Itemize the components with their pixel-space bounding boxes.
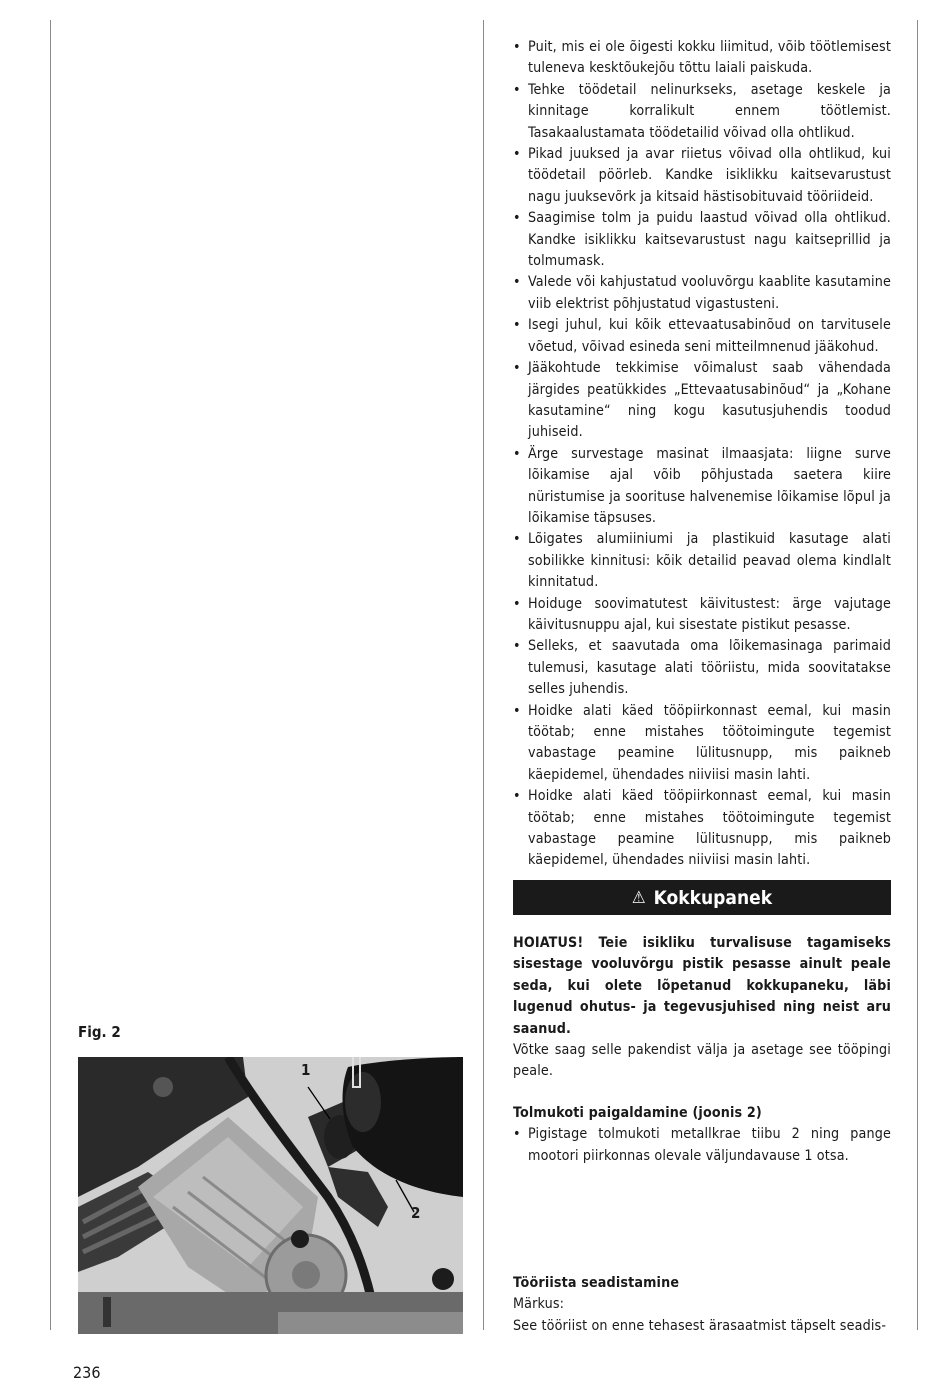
unpack-text: Võtke saag selle pakendist välja ja asetage see tööpingi peale. (513, 1042, 891, 1080)
dust-bag-section (513, 1103, 891, 1167)
figure-label: Fig. 2 (78, 1023, 121, 1041)
list-item: • Hoidke alati käed tööpiirkonnast eemal, kui masin töötab; enne mistahes töötoimingute tegemist vabastage peamine lülitusnupp, mis paikneb käepidemel, ühendades niiviisi masin lahti. (513, 701, 891, 787)
list-item: • Jääkohtude tekkimise võimalust saab vähendada järgides peatükkides „Ettevaatusabinõud“ ja „Kohane kasutamine“ ning kogu kasutusjuhendis toodud juhiseid. (513, 358, 891, 444)
list-item: • Hoidke alati käed tööpiirkonnast eemal, kui masin töötab; enne mistahes töötoimingute tegemist vabastage peamine lülitusnupp, mis paikneb käepidemel, ühendades niiviisi masin lahti. (513, 786, 891, 872)
list-item: • Selleks, et saavutada oma lõikemasinaga parimaid tulemusi, kasutage alati tööriistu, mida soovitatakse selles juhendis. (513, 636, 891, 700)
safety-bullet-list-column (513, 37, 891, 872)
list-item: • Hoiduge soovimatutest käivitustest: ärge vajutage käivitusnuppu ajal, kui sisestate pistikut pesasse. (513, 594, 891, 637)
callout-2: 2 (411, 1204, 421, 1222)
tool-setup-section (513, 1273, 891, 1337)
list-item: • Pigistage tolmukoti metallkrae tiibu 2 ning pange mootori piirkonnas olevale väljundavause 1 otsa. (513, 1124, 891, 1167)
list-item: • Pikad juuksed ja avar riietus võivad olla ohtlikud, kui töödetail pöörleb. Kandke isiklikku kaitsevarustust nagu juuksevõrk ja kitsaid hästisobituvaid tööriideid. (513, 144, 891, 208)
list-item: • Lõigates alumiiniumi ja plastikuid kasutage alati sobilikke kinnitusi: kõik detailid peavad olema kindlalt kinnitatud. (513, 529, 891, 593)
dust-bag-heading: Tolmukoti paigaldamine (joonis 2) (513, 1105, 762, 1121)
warning-block (513, 933, 891, 1083)
list-item: • Tehke töödetail nelinurkseks, asetage keskele ja kinnitage korralikult ennem töötlemist. Tasakaalustamata töödetailid võivad olla ohtlikud. (513, 80, 891, 144)
left-margin-rule (50, 20, 51, 1330)
tool-setup-text: See tööriist on enne tehasest ärasaatmist täpselt seadis- (513, 1317, 887, 1334)
right-margin-rule (917, 20, 918, 1330)
list-item: • Puit, mis ei ole õigesti kokku liimitud, võib töötlemisest tuleneva kesktõukejõu tõttu laiali paiskuda. (513, 37, 891, 80)
dust-bag-list (513, 1124, 891, 1167)
tool-setup-heading: Tööriista seadistamine (513, 1275, 680, 1291)
list-item: • Valede või kahjustatud vooluvõrgu kaablite kasutamine viib elektrist põhjustatud vigastusteni. (513, 272, 891, 315)
figure-photo (78, 1057, 463, 1334)
list-item: • Saagimise tolm ja puidu laastud võivad olla ohtlikud. Kandke isiklikku kaitsevarustust nagu kaitseprillid ja tolmumask. (513, 208, 891, 272)
warning-triangle-icon: ⚠ (631, 887, 646, 908)
list-item: • Isegi juhul, kui kõik ettevaatusabinõud on tarvitusele võetud, võivad esineda seni mitteilmnenud jääkohud. (513, 315, 891, 358)
column-divider-rule (483, 20, 484, 1330)
list-item: • Ärge survestage masinat ilmaasjata: liigne surve lõikamise ajal võib põhjustada saetera kiire nüristumise ja sooritusе halvenemise lõikamise lõpul ja lõikamise täpsuses. (513, 444, 891, 530)
saw-motor-illustration (78, 1057, 463, 1334)
callout-1: 1 (301, 1061, 311, 1079)
warning-text: HOIATUS! Teie isikliku turvalisuse tagamiseks sisestage vooluvõrgu pistik pesasse ainult peale seda, kui olete lõpetanud kokkupaneku, läbi lugenud ohutus- ja tegevusjuhised ning neist aru saanud. (513, 935, 891, 1037)
section-title: Kokkupanek (653, 886, 773, 909)
page-number: 236 (73, 1363, 101, 1382)
tool-setup-note-label: Märkus: (513, 1296, 565, 1313)
section-heading-bar (513, 880, 891, 915)
safety-bullet-list (513, 37, 891, 872)
